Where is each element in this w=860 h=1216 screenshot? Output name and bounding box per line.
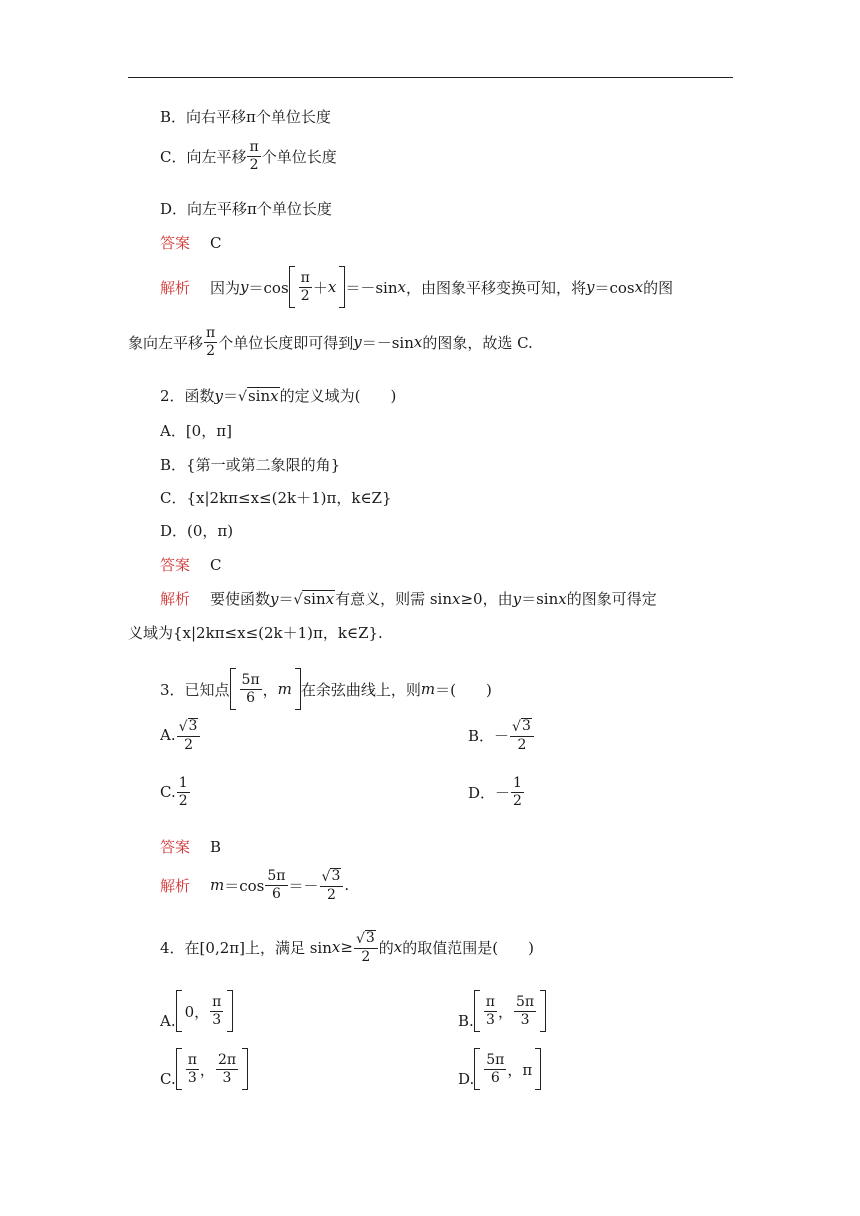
analysis-label: 解析 — [160, 278, 191, 297]
q3-option-a: A. √ 3 2 — [160, 718, 201, 753]
q2-option-b: B．{第一或第二象限的角} — [160, 456, 341, 474]
q2-analysis-line2: 义域为{x|2kπ≤x≤(2k＋1)π，k∈Z}. — [128, 624, 383, 642]
q3-stem: 3．已知点 $\frac{5\pi}{6}$ ， m 在余弦曲线上，则 m ＝( ) — [160, 668, 492, 710]
q1-option-d: D．向左平移π个单位长度 — [160, 200, 332, 218]
q3-option-d: D．－ $\frac{1}{2}$ — [468, 775, 522, 809]
q2-option-a: A．[0，π] — [160, 422, 232, 440]
answer-label: 答案 — [160, 556, 191, 574]
answer-label: 答案 — [160, 838, 191, 856]
q1-answer: 答案 C — [160, 233, 222, 252]
q1-option-b: B．向右平移π个单位长度 — [160, 108, 331, 126]
q4-option-b: B. $\frac{\pi}{3}$ ， $\frac{5\pi}{3}$ — [458, 990, 546, 1032]
q2-answer: 答案 C — [160, 555, 222, 574]
analysis-label: 解析 — [160, 590, 191, 608]
q2-stem: 2．函数 y ＝ √ sinx 的定义域为( ) — [160, 386, 397, 406]
q4-option-c: C. $\frac{\pi}{3}$ ， $\frac{2\pi}{3}$ — [160, 1048, 248, 1090]
q4-stem: 4．在[0,2π]上，满足 sin x ≥ √ 3 2 的 x 的取值范围是( ) — [160, 930, 534, 966]
analysis-label: 解析 — [160, 876, 191, 895]
q2-analysis-line1: 解析 要使函数 y ＝ √ sinx 有意义，则需 sin x ≥0，由 y ＝sin x 的图象可得定 — [160, 589, 657, 609]
q1-analysis-line1: 解析 因为 y ＝cos $\frac{\pi}{2}$ ＋ x ＝－sin x ，由图象平移变换可知，将 y ＝cos x 的图 — [160, 266, 673, 308]
fraction: $\frac{\pi}{2}$ — [249, 139, 259, 173]
q4-option-d: D. $\frac{5\pi}{6}$ ，π — [458, 1048, 541, 1090]
q2-option-d: D．(0，π) — [160, 522, 234, 540]
q3-option-b: B．－ √ 3 2 — [468, 718, 535, 753]
q3-answer: 答案 B — [160, 837, 222, 856]
q1-option-c: C．向左平移 $\frac{\pi}{2}$ 个单位长度 — [160, 139, 337, 173]
q3-option-c: C. $\frac{1}{2}$ — [160, 775, 188, 809]
q1-analysis-line2: 象向左平移 $\frac{\pi}{2}$ 个单位长度即可得到 y ＝－sin x 的图象，故选 C. — [128, 325, 533, 359]
q4-option-a: A. 0， $\frac{\pi}{3}$ — [160, 990, 233, 1032]
top-rule — [128, 77, 733, 78]
q3-analysis: 解析 m ＝cos $\frac{5\pi}{6}$ ＝－ √ 3 2 . — [160, 868, 350, 904]
answer-label: 答案 — [160, 234, 191, 252]
q2-option-c: C．{x|2kπ≤x≤(2k＋1)π，k∈Z} — [160, 489, 392, 507]
